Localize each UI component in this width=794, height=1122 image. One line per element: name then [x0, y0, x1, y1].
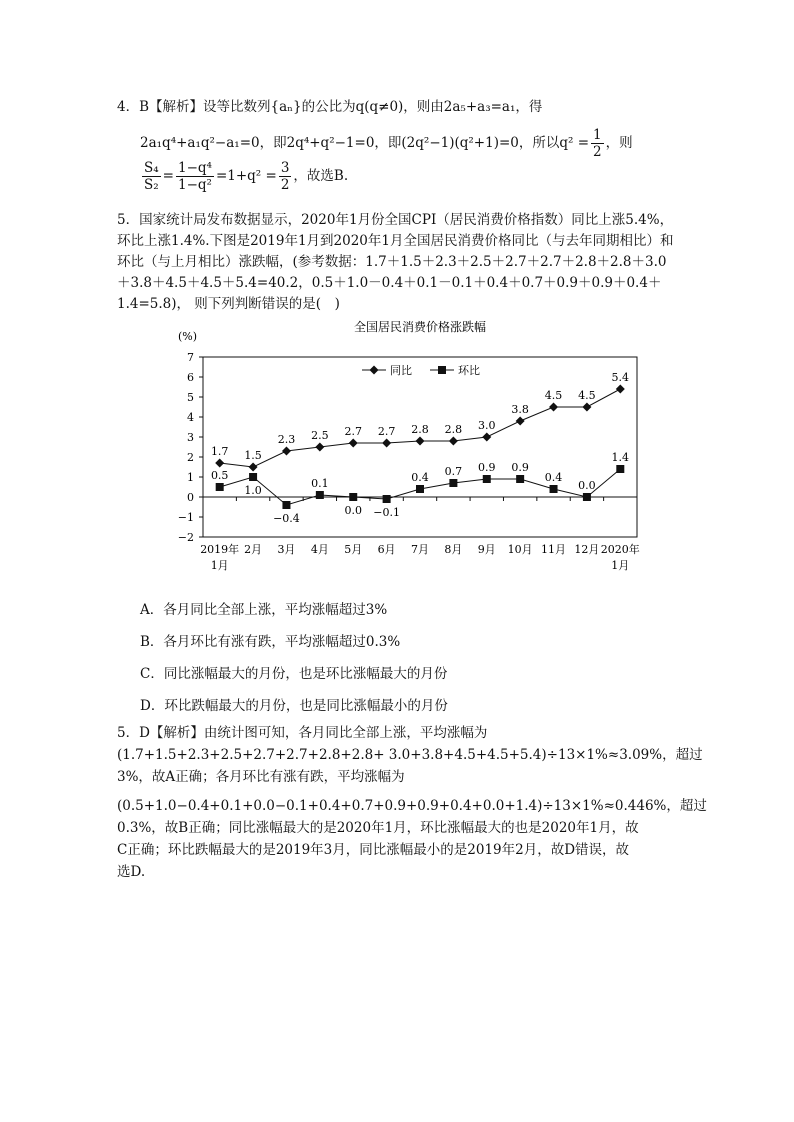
point-同比	[516, 417, 525, 426]
point-同比	[215, 459, 224, 468]
x-tick-label: 12月	[574, 543, 600, 556]
data-label-环比: 1.4	[611, 451, 630, 464]
frac-num: 1−q⁴	[177, 160, 212, 176]
point-环比	[349, 493, 357, 501]
q5-stem: 5．国家统计局发布数据显示，2020年1月份全国CPI（居民消费价格指数）同比上涨5.4%，环比上涨1.4%.下图是2019年1月到2020年1月全国居民消费价格同比（与去年同期相比）和环比（与上月相比）涨跌幅，(参考数据：1.7＋1.5＋2.3＋2.5＋2.7＋2.7＋2.8＋2.8＋3.0＋3.8＋4.5＋4.5＋5.4=40.2，0.5＋1.0－0.4＋0.1－0.1＋0.4＋0.7＋0.9＋0.9＋0.4＋1.4=5.8)， 则下列判断错误的是( )	[117, 212, 674, 312]
point-环比	[616, 465, 624, 473]
point-同比	[282, 447, 291, 456]
data-label-同比: 2.8	[444, 423, 463, 436]
q4-fraction-three-halves	[279, 160, 292, 193]
frac-num: 1	[593, 127, 602, 143]
data-label-环比: −0.4	[273, 512, 300, 525]
y-tick-label: 7	[187, 351, 194, 364]
x-tick-label: 10月	[507, 543, 533, 556]
q4-fraction-s4-s2	[142, 160, 161, 193]
y-tick-label: 5	[187, 391, 194, 404]
data-label-同比: 2.5	[311, 429, 329, 442]
data-label-环比: 0.5	[210, 469, 229, 482]
point-环比	[416, 485, 424, 493]
q4-fraction-half	[591, 127, 604, 160]
option-b: B．各月环比有涨有跌，平均涨幅超过0.3%	[140, 634, 401, 650]
point-环比	[282, 501, 290, 509]
legend-marker-环比	[438, 366, 446, 374]
cpi-chart	[150, 318, 650, 580]
y-tick-label: 1	[187, 471, 194, 484]
chart-title: 全国居民消费价格涨跌幅	[353, 320, 487, 334]
q4-line3	[140, 160, 348, 193]
point-环比	[550, 485, 558, 493]
x-tick-label: 7月	[411, 543, 429, 556]
point-同比	[349, 439, 358, 448]
point-环比	[449, 479, 457, 487]
point-环比	[216, 483, 224, 491]
a5-line4: (0.5+1.0−0.4+0.1+0.0−0.1+0.4+0.7+0.9+0.9+0.4+0.0+1.4)÷13×1%≈0.446%，超过	[117, 798, 707, 814]
x-tick-label: 11月	[541, 543, 567, 556]
data-label-环比: 0.0	[344, 504, 362, 517]
a5-line3: 3%，故A正确；各月环比有涨有跌，平均涨幅为	[117, 769, 405, 785]
point-同比	[582, 403, 591, 412]
q4-line2-right: ，则	[605, 135, 633, 151]
data-label-环比: −0.1	[373, 506, 400, 519]
y-tick-label: −2	[177, 531, 194, 544]
x-tick-label-line2: 1月	[210, 559, 229, 572]
data-label-同比: 1.5	[244, 449, 262, 462]
a5-line6: C正确；环比跌幅最大的是2019年3月，同比涨幅最小的是2019年2月，故D错误，故	[117, 842, 630, 858]
point-环比	[383, 495, 391, 503]
plot-frame	[203, 357, 637, 537]
point-同比	[549, 403, 558, 412]
point-同比	[382, 439, 391, 448]
data-label-同比: 3.0	[478, 419, 496, 432]
data-label-环比: 0.1	[311, 477, 329, 490]
data-label-环比: 1.0	[244, 484, 262, 497]
point-同比	[616, 385, 625, 394]
point-环比	[483, 475, 491, 483]
data-label-同比: 2.7	[377, 425, 396, 438]
frac-den: 2	[593, 144, 602, 160]
x-tick-label: 5月	[344, 543, 363, 556]
data-label-环比: 0.7	[444, 465, 463, 478]
point-同比	[315, 443, 324, 452]
equals-sign: =	[162, 168, 174, 184]
legend-marker-同比	[370, 366, 379, 375]
y-tick-label: 3	[187, 431, 194, 444]
a5-line2: (1.7+1.5+2.3+2.5+2.7+2.7+2.8+2.8+ 3.0+3.8+4.5+4.5+5.4)÷13×1%≈3.09%，超过	[117, 747, 703, 763]
x-tick-label: 2020年	[600, 543, 640, 556]
point-环比	[316, 491, 324, 499]
data-label-环比: 0.4	[544, 471, 563, 484]
y-tick-label: 6	[187, 371, 194, 384]
data-label-同比: 4.5	[544, 389, 563, 402]
y-axis-label: (%)	[178, 330, 198, 343]
y-tick-label: 4	[187, 411, 194, 424]
data-label-环比: 0.4	[411, 471, 429, 484]
frac-den: 1−q²	[177, 177, 212, 193]
option-a: A．各月同比全部上涨，平均涨幅超过3%	[140, 602, 388, 618]
legend-label-环比: 环比	[458, 364, 480, 377]
frac-den: S₂	[144, 177, 159, 193]
q4-line1: 4．B【解析】设等比数列{aₙ}的公比为q(q≠0)，则由2a₅+a₃=a₁，得	[117, 99, 543, 115]
a5-line7: 选D.	[117, 864, 146, 880]
q4-line2	[140, 127, 633, 160]
option-d: D．环比跌幅最大的月份，也是同比涨幅最小的月份	[140, 698, 448, 714]
x-tick-label: 4月	[310, 543, 329, 556]
data-label-环比: 0.9	[511, 461, 529, 474]
y-tick-label: −1	[177, 511, 194, 524]
point-同比	[416, 437, 425, 446]
legend-label-同比: 同比	[390, 364, 412, 377]
a5-line1: 5．D【解析】由统计图可知，各月同比全部上涨，平均涨幅为	[117, 725, 488, 741]
data-label-同比: 2.8	[411, 423, 429, 436]
x-tick-label: 6月	[377, 543, 396, 556]
y-tick-label: 0	[187, 491, 194, 504]
data-label-同比: 4.5	[578, 389, 596, 402]
data-label-同比: 3.8	[511, 403, 529, 416]
point-同比	[249, 463, 258, 472]
frac-den: 2	[280, 177, 290, 193]
data-label-同比: 5.4	[611, 371, 630, 384]
data-label-同比: 2.3	[277, 433, 296, 446]
x-tick-label: 2019年	[200, 543, 240, 556]
data-label-同比: 1.7	[210, 445, 229, 458]
point-环比	[583, 493, 591, 501]
a5-line5: 0.3%，故B正确；同比涨幅最大的是2020年1月，环比涨幅最大的也是2020年1月，故	[117, 820, 639, 836]
x-tick-label: 9月	[477, 543, 496, 556]
x-tick-label: 8月	[444, 543, 463, 556]
point-环比	[249, 473, 257, 481]
y-tick-label: 2	[187, 451, 194, 464]
x-tick-label-line2: 1月	[611, 559, 630, 572]
data-label-同比: 2.7	[344, 425, 362, 438]
x-tick-label: 3月	[277, 543, 296, 556]
frac-num: S₄	[144, 160, 159, 176]
q4-fraction-q	[176, 160, 214, 193]
x-tick-label: 2月	[244, 543, 263, 556]
point-环比	[516, 475, 524, 483]
q4-line2-left: 2a₁q⁴+a₁q²−a₁=0，即2q⁴+q²−1=0，即(2q²−1)(q²+1)=0，所以q² =	[140, 135, 590, 151]
data-label-环比: 0.0	[578, 479, 596, 492]
q4-line3-end: ，故选B.	[293, 168, 349, 184]
point-同比	[449, 437, 458, 446]
option-c: C．同比涨幅最大的月份，也是环比涨幅最大的月份	[140, 666, 448, 682]
frac-num: 3	[280, 160, 290, 176]
point-同比	[482, 433, 491, 442]
q4-line3-mid: =1+q² =	[215, 168, 277, 184]
data-label-环比: 0.9	[478, 461, 496, 474]
